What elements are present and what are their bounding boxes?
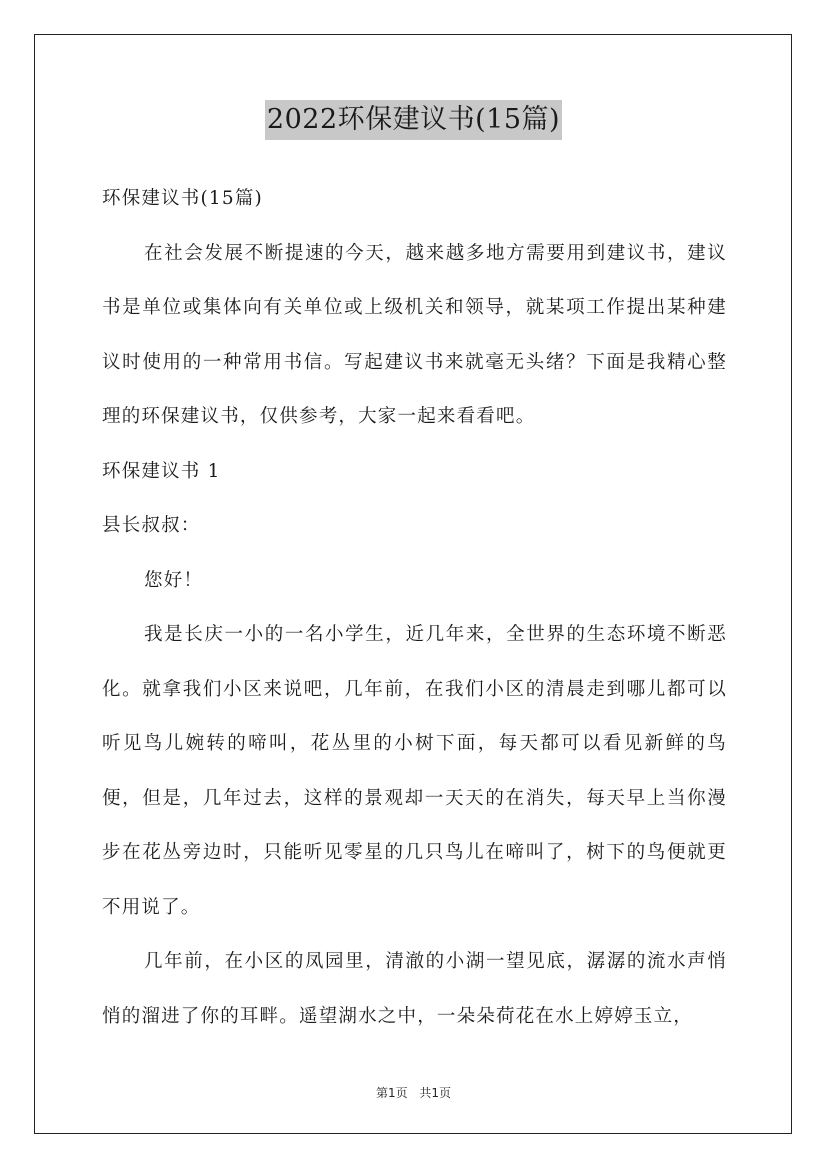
body-paragraph-2: 几年前，在小区的凤园里，清澈的小湖一望见底，潺潺的流水声悄悄的溜进了你的耳畔。遥望湖水之中，一朵朵荷花在水上婷婷玉立， <box>102 951 727 1027</box>
greeting: 您好！ <box>144 569 204 591</box>
section-heading: 环保建议书 1 <box>102 460 221 482</box>
body-paragraph-1: 我是长庆一小的一名小学生，近几年来，全世界的生态环境不断恶化。就拿我们小区来说吧，几年前，在我们小区的清晨走到哪儿都可以听见鸟儿婉转的啼叫，花丛里的小树下面，每天都可以看见新鲜的鸟便，但是，几年过去，这样的景观却一天天的在消失，每天早上当你漫步在花丛旁边时，只能听见零星的几只鸟儿在啼叫了，树下的鸟便就更不用说了。 <box>102 624 727 918</box>
intro-paragraph: 在社会发展不断提速的今天，越来越多地方需要用到建议书，建议书是单位或集体向有关单位或上级机关和领导，就某项工作提出某种建议时使用的一种常用书信。写起建议书来就毫无头绪？下面是我精心整理的环保建议书，仅供参考，大家一起来看看吧。 <box>102 242 727 427</box>
page-number: 第1页 <box>375 1086 408 1100</box>
page-footer <box>0 1084 827 1101</box>
page-total: 共1页 <box>419 1086 452 1100</box>
document-body <box>102 172 727 1044</box>
subtitle: 环保建议书(15篇) <box>102 188 263 209</box>
salutation: 县长叔叔： <box>102 515 201 536</box>
title-wrap <box>0 100 827 140</box>
document-title: 2022环保建议书(15篇) <box>265 100 562 140</box>
